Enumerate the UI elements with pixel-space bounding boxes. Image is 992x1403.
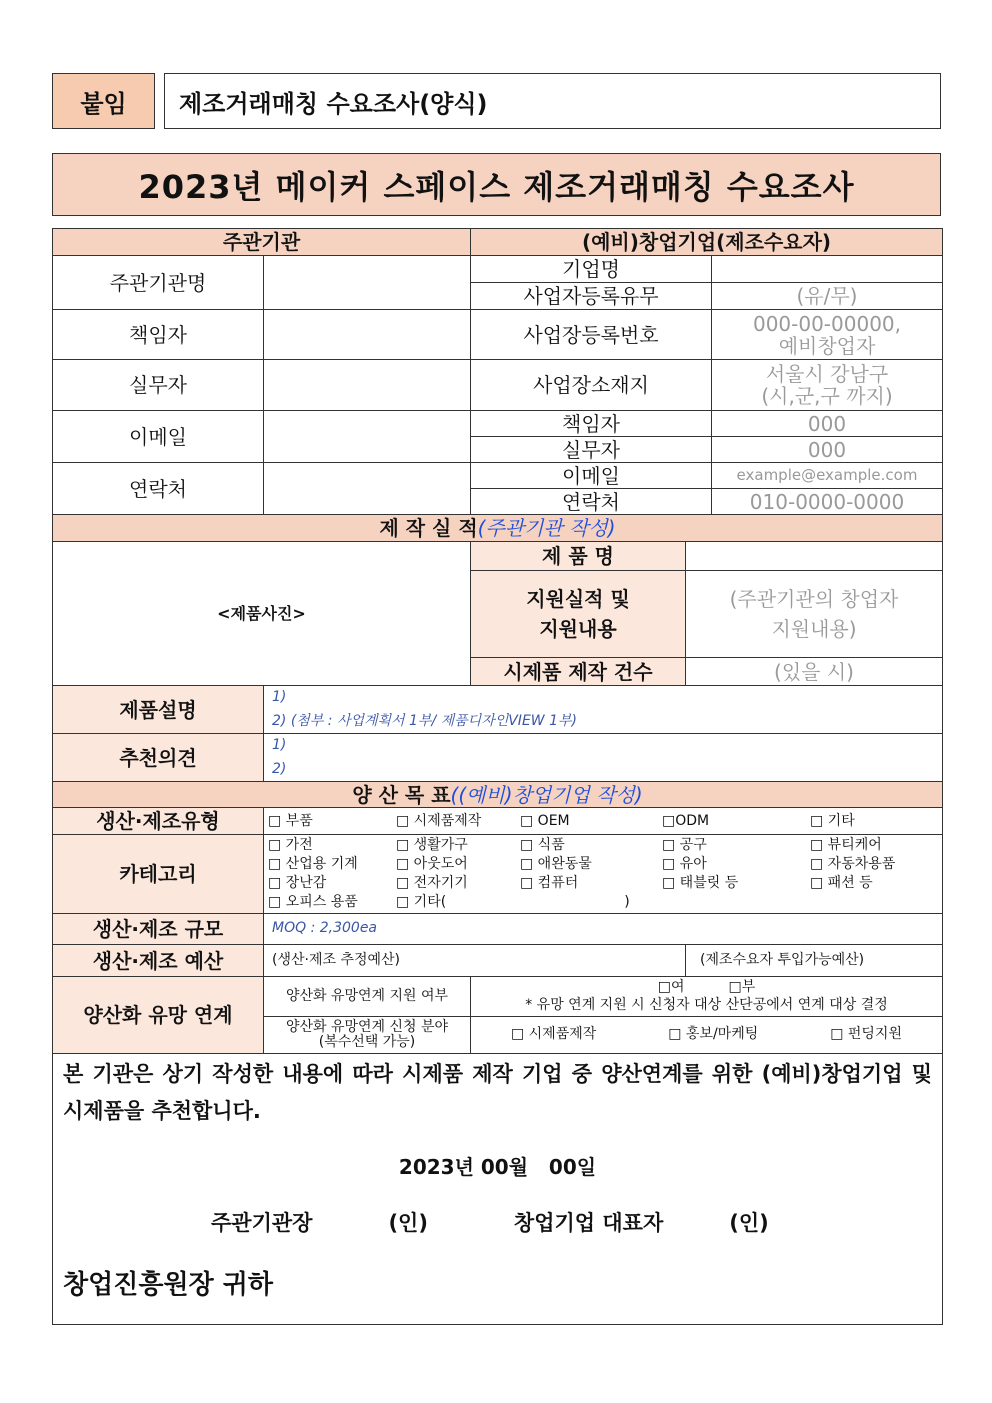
type-options	[264, 808, 943, 835]
company-header: (예비)창업기업(제조수요자)	[471, 229, 943, 256]
host-email-field[interactable]	[264, 411, 471, 463]
host-phone-field[interactable]	[264, 463, 471, 515]
company-manager-label: 책임자	[471, 411, 712, 437]
scale-label: 생산·제조 규모	[53, 914, 264, 945]
recipient: 창업진흥원장 귀하	[63, 1270, 273, 1301]
host-head-label: 주관기관장	[211, 1211, 313, 1235]
category-option[interactable]: □ 공구	[662, 837, 707, 853]
production-record-title: 제 작 실 적	[379, 516, 478, 540]
recommend-line1: 1)	[272, 737, 287, 754]
support-record-label-2: 지원내용	[539, 617, 617, 641]
type-option-oem[interactable]: □ OEM	[520, 812, 570, 829]
recommend-field[interactable]	[264, 734, 943, 782]
category-option[interactable]: □ 장난감	[268, 875, 327, 891]
biz-reg-field[interactable]: (유/무)	[712, 283, 943, 310]
company-name-field[interactable]	[712, 256, 943, 283]
category-option[interactable]: □ 산업용 기계	[268, 856, 358, 872]
category-option[interactable]: □ 전자기기	[396, 875, 468, 891]
product-desc-line1: 1)	[272, 689, 287, 706]
category-option[interactable]: □ 아웃도어	[396, 856, 468, 872]
type-option-parts[interactable]: □ 부품	[268, 812, 313, 829]
product-name-field[interactable]	[686, 542, 943, 571]
biz-no-value1: 000-00-00000,	[752, 311, 902, 336]
product-photo-area[interactable]: <제품사진>	[53, 542, 471, 686]
biz-no-value2: 예비창업자	[778, 333, 876, 358]
budget-label: 생산·제조 예산	[53, 945, 264, 977]
host-header: 주관기관	[53, 229, 471, 256]
closing-date: 2023년 00월 00일	[398, 1155, 597, 1179]
product-name-label: 제 품 명	[471, 542, 686, 571]
link-note: * 유망 연계 지원 시 신청자 대상 산단공에서 연계 대상 결정	[525, 997, 888, 1013]
support-record-label-1: 지원실적 및	[526, 587, 630, 611]
category-option[interactable]: □ 가전	[268, 837, 313, 853]
category-option[interactable]: □ 애완동물	[520, 856, 592, 872]
support-record-value-1: (주관기관의 창업자	[729, 587, 899, 611]
support-record-label	[471, 571, 686, 658]
category-option[interactable]: □ 태블릿 등	[662, 875, 739, 891]
link-support-field	[471, 977, 943, 1017]
company-staff-field[interactable]: 000	[712, 437, 943, 463]
budget-available-field[interactable]: (제조수요자 투입가능예산)	[686, 945, 943, 977]
addr-value1: 서울시 강남구	[765, 362, 889, 386]
host-manager-field[interactable]	[264, 310, 471, 360]
link-field-marketing[interactable]: □ 홍보/마케팅	[668, 1026, 759, 1043]
mass-production-title: 양 산 목 표	[352, 782, 451, 807]
company-name-label: 기업명	[471, 256, 712, 283]
category-option[interactable]: □ 뷰티케어	[810, 837, 882, 853]
link-field-prototype[interactable]: □ 시제품제작	[510, 1026, 597, 1043]
mass-production-note: ((예비)창업기업 작성)	[450, 782, 643, 807]
company-phone-field[interactable]: 010-0000-0000	[712, 489, 943, 515]
company-email-label: 이메일	[471, 463, 712, 489]
survey-form	[52, 228, 943, 1325]
support-record-value-2: 지원내용)	[771, 617, 857, 641]
host-name-label: 주관기관명	[53, 256, 264, 310]
budget-estimate-field[interactable]: (생산·제조 추정예산)	[264, 945, 686, 977]
category-option[interactable]: □ 생활가구	[396, 837, 468, 853]
host-email-label: 이메일	[53, 411, 264, 463]
support-record-field[interactable]	[686, 571, 943, 658]
link-support-label: 양산화 유망연계 지원 여부	[264, 977, 471, 1017]
company-head-label: 창업기업 대표자	[513, 1211, 664, 1235]
link-field-options	[471, 1017, 943, 1054]
host-manager-label: 책임자	[53, 310, 264, 360]
type-label: 생산·제조유형	[53, 808, 264, 835]
company-manager-field[interactable]: 000	[712, 411, 943, 437]
category-options	[264, 835, 943, 914]
link-field-label-1: 양산화 유망연계 신청 분야	[285, 1018, 449, 1035]
category-label: 카테고리	[53, 835, 264, 914]
type-option-prototype[interactable]: □ 시제품제작	[396, 812, 482, 829]
biz-no-label: 사업장등록번호	[471, 310, 712, 360]
type-option-other[interactable]: □ 기타	[810, 812, 855, 829]
closing-section	[53, 1054, 943, 1325]
product-desc-line2: 2) (첨부 : 사업계획서 1부/ 제품디자인VIEW 1부)	[272, 712, 577, 729]
category-option-other[interactable]: □ 기타( )	[396, 894, 630, 910]
recommend-line2: 2)	[272, 760, 287, 777]
biz-reg-label: 사업자등록유무	[471, 283, 712, 310]
scale-field[interactable]: MOQ : 2,300ea	[264, 914, 943, 945]
addr-label: 사업장소재지	[471, 360, 712, 411]
company-phone-label: 연락처	[471, 489, 712, 515]
company-staff-label: 실무자	[471, 437, 712, 463]
closing-statement: 본 기관은 상기 작성한 내용에 따라 시제품 제작 기업 중 양산연계를 위한 (예비)창업기업 및 시제품을 추천합니다.	[63, 1062, 932, 1123]
host-staff-label: 실무자	[53, 360, 264, 411]
category-option[interactable]: □ 패션 등	[810, 875, 873, 891]
link-field-label	[264, 1017, 471, 1054]
addr-field[interactable]	[712, 360, 943, 411]
host-phone-label: 연락처	[53, 463, 264, 515]
biz-no-field[interactable]	[712, 310, 943, 360]
category-option[interactable]: □ 오피스 용품	[268, 894, 358, 910]
link-field-label-2: (복수선택 가능)	[318, 1034, 416, 1050]
mass-link-label: 양산화 유망 연계	[53, 977, 264, 1054]
attachment-title: 제조거래매칭 수요조사(양식)	[164, 73, 941, 129]
addr-value2: (시,군,구 까지)	[761, 384, 893, 408]
category-option[interactable]: □ 식품	[520, 837, 565, 853]
category-option[interactable]: □ 유아	[662, 856, 707, 872]
prototype-count-field[interactable]: (있을 시)	[686, 658, 943, 686]
link-field-funding[interactable]: □ 펀딩지원	[830, 1026, 902, 1043]
category-option[interactable]: □ 자동차용품	[810, 856, 896, 872]
company-email-field[interactable]: example@example.com	[712, 463, 943, 489]
attachment-label: 붙임	[52, 73, 155, 129]
mass-production-header	[53, 782, 943, 808]
company-seal: (인)	[729, 1211, 769, 1235]
link-yes-checkbox[interactable]: □여	[657, 978, 685, 995]
page-title: 2023년 메이커 스페이스 제조거래매칭 수요조사	[52, 153, 941, 216]
production-record-header	[53, 515, 943, 542]
host-staff-field[interactable]	[264, 360, 471, 411]
product-desc-field[interactable]	[264, 686, 943, 734]
host-name-field[interactable]	[264, 256, 471, 310]
host-seal: (인)	[388, 1211, 428, 1235]
type-option-odm[interactable]: □ODM	[662, 812, 710, 829]
link-no-checkbox[interactable]: □부	[728, 978, 756, 995]
recommend-label: 추천의견	[53, 734, 264, 782]
prototype-count-label: 시제품 제작 건수	[471, 658, 686, 686]
product-desc-label: 제품설명	[53, 686, 264, 734]
category-option[interactable]: □ 컴퓨터	[520, 875, 579, 891]
production-record-note: (주관기관 작성)	[477, 516, 616, 540]
